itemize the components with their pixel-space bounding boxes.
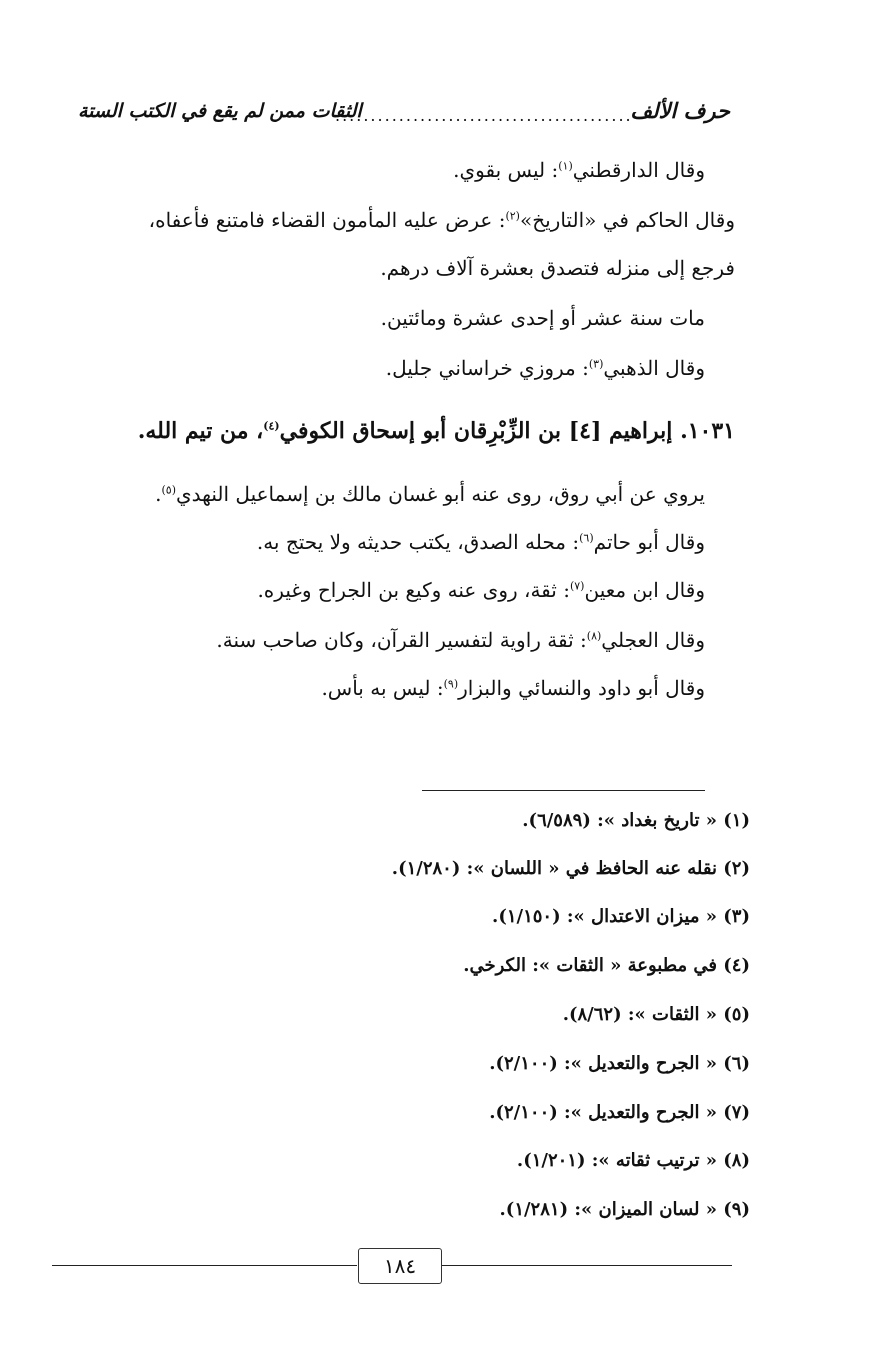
bottom-rule <box>442 1265 732 1266</box>
text-line <box>257 530 705 554</box>
line-text: : عرض عليه المأمون القضاء فامتنع فأعفاه، <box>148 208 506 232</box>
text-line <box>381 306 705 330</box>
header-dot-leader: .......................................... <box>335 106 633 125</box>
text-line <box>149 208 735 232</box>
footnote: (٤) في مطبوعة « الثقات »: الكرخي. <box>463 955 750 976</box>
line-text: يروي عن أبي روق، روى عنه أبو غسان مالك بن إسماعيل النهدي <box>176 482 705 506</box>
line-text: : ليس به بأس. <box>321 676 444 700</box>
footnote-marker: (٤) <box>263 419 280 433</box>
text-line <box>386 356 705 380</box>
entry-suffix: ، من تيم الله. <box>137 418 264 444</box>
entry-name: إبراهيم [٤] بن الزِّبْرِقان أبو إسحاق الكوفي <box>279 418 673 444</box>
footnote: (٢) نقله عنه الحافظ في « اللسان »: (١/٢٨٠). <box>391 858 750 879</box>
text-line <box>380 256 735 280</box>
footnote: (٨) « ترتيب ثقاته »: (١/٢٠١). <box>516 1150 750 1171</box>
footnote-marker: (٨) <box>586 629 602 643</box>
line-text: : ثقة راوية لتفسير القرآن، وكان صاحب سنة. <box>216 628 587 652</box>
footnote-marker: (٣) <box>588 357 604 371</box>
line-text: وقال ابن معين <box>584 578 705 602</box>
bottom-rule <box>52 1265 357 1266</box>
text-line <box>257 578 705 602</box>
line-text: مات سنة عشر أو إحدى عشرة ومائتين. <box>380 306 705 330</box>
footnote-marker: (٥) <box>161 483 177 497</box>
footnote-marker: (٧) <box>569 579 585 593</box>
footnote: (٧) « الجرح والتعديل »: (٢/١٠٠). <box>489 1102 750 1123</box>
line-text: وقال الذهبي <box>603 356 705 380</box>
line-text: : محله الصدق، يكتب حديثه ولا يحتج به. <box>256 530 580 554</box>
line-text: وقال أبو داود والنسائي والبزار <box>458 676 705 700</box>
line-text: وقال العجلي <box>601 628 705 652</box>
line-text: فرجع إلى منزله فتصدق بعشرة آلاف درهم. <box>380 256 735 280</box>
book-title: الثقات ممن لم يقع في الكتب الستة <box>78 100 362 122</box>
line-text: وقال الدارقطني <box>572 158 705 182</box>
footnote: (٦) « الجرح والتعديل »: (٢/١٠٠). <box>489 1053 750 1074</box>
text-line <box>321 676 705 700</box>
footnote: (٩) « لسان الميزان »: (١/٢٨١). <box>499 1199 750 1220</box>
footnote-marker: (٢) <box>505 209 520 223</box>
line-text: وقال الحاكم في «التاريخ» <box>519 208 735 232</box>
line-text: وقال أبو حاتم <box>593 530 705 554</box>
line-text: : ليس بقوي. <box>453 158 559 182</box>
footnote-marker: (٦) <box>579 531 594 545</box>
footnote: (٥) « الثقات »: (٨/٦٢). <box>562 1004 750 1025</box>
footnote-marker: (٩) <box>443 677 459 691</box>
text-line <box>453 158 705 182</box>
footnote: (١) « تاريخ بغداد »: (٦/٥٨٩). <box>522 810 750 831</box>
line-text: : مروزي خراساني جليل. <box>385 356 589 380</box>
footnote-separator <box>422 790 705 791</box>
line-text: : ثقة، روى عنه وكيع بن الجراح وغيره. <box>257 578 570 602</box>
entry-title <box>138 418 735 444</box>
line-text: . <box>155 482 162 506</box>
footnote: (٣) « ميزان الاعتدال »: (١/١٥٠). <box>492 906 750 927</box>
text-line <box>155 482 705 506</box>
text-line <box>216 628 705 652</box>
section-label: حرف الألف <box>630 98 730 123</box>
entry-number: ١٠٣١. <box>680 418 735 444</box>
footnote-marker: (١) <box>558 159 573 173</box>
page-number: ١٨٤ <box>358 1248 442 1284</box>
